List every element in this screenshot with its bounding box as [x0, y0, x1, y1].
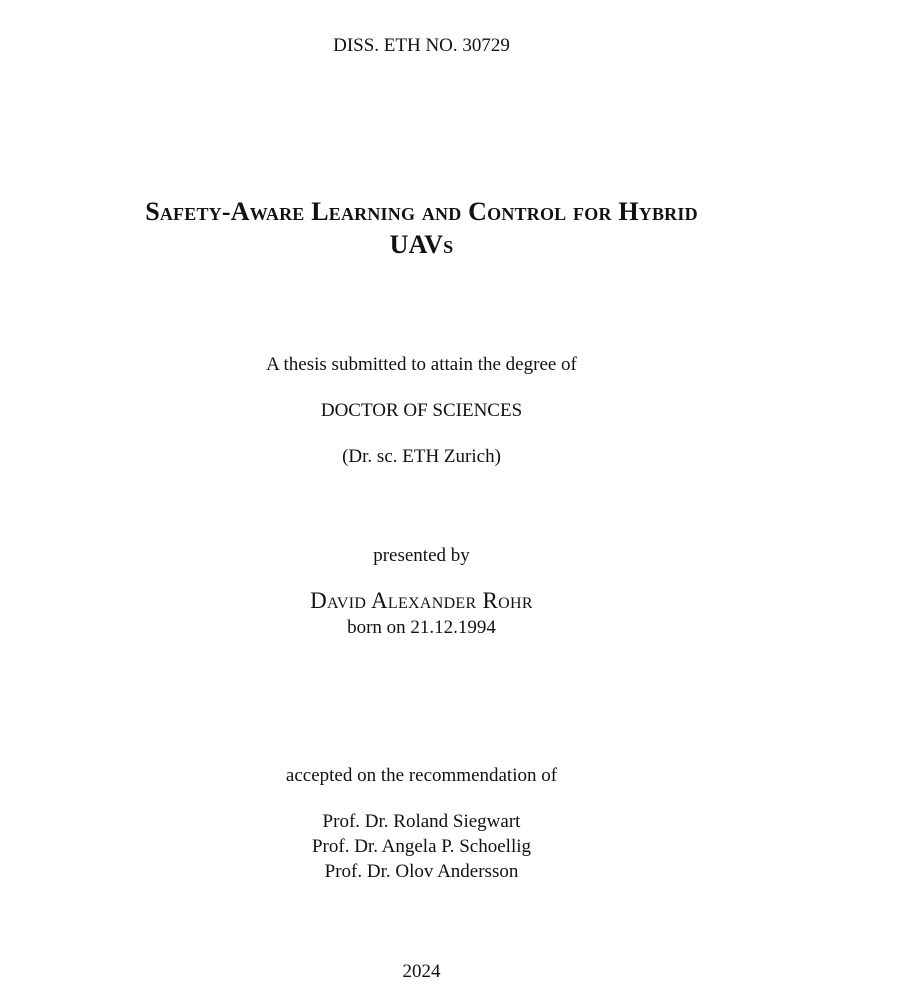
degree-name: DOCTOR OF SCIENCES — [320, 400, 523, 421]
examiner-3: Prof. Dr. Olov Andersson — [324, 861, 519, 882]
examiner-2: Prof. Dr. Angela P. Schoellig — [311, 836, 532, 857]
thesis-title-line-1: Safety-Aware Learning and Control for Hybrid — [145, 197, 698, 226]
author-birth-date: born on 21.12.1994 — [347, 617, 496, 638]
author-name: David Alexander Rohr — [310, 588, 533, 613]
year: 2024 — [402, 961, 441, 982]
degree-abbreviation: (Dr. sc. ETH Zurich) — [342, 446, 501, 467]
recommendation-intro: accepted on the recommendation of — [285, 765, 558, 786]
thesis-title-line-2: UAVs — [389, 230, 454, 259]
presented-by: presented by — [373, 545, 470, 566]
diss-number: DISS. ETH NO. 30729 — [333, 35, 510, 56]
examiner-1: Prof. Dr. Roland Siegwart — [322, 811, 521, 832]
degree-intro: A thesis submitted to attain the degree of — [266, 354, 577, 375]
